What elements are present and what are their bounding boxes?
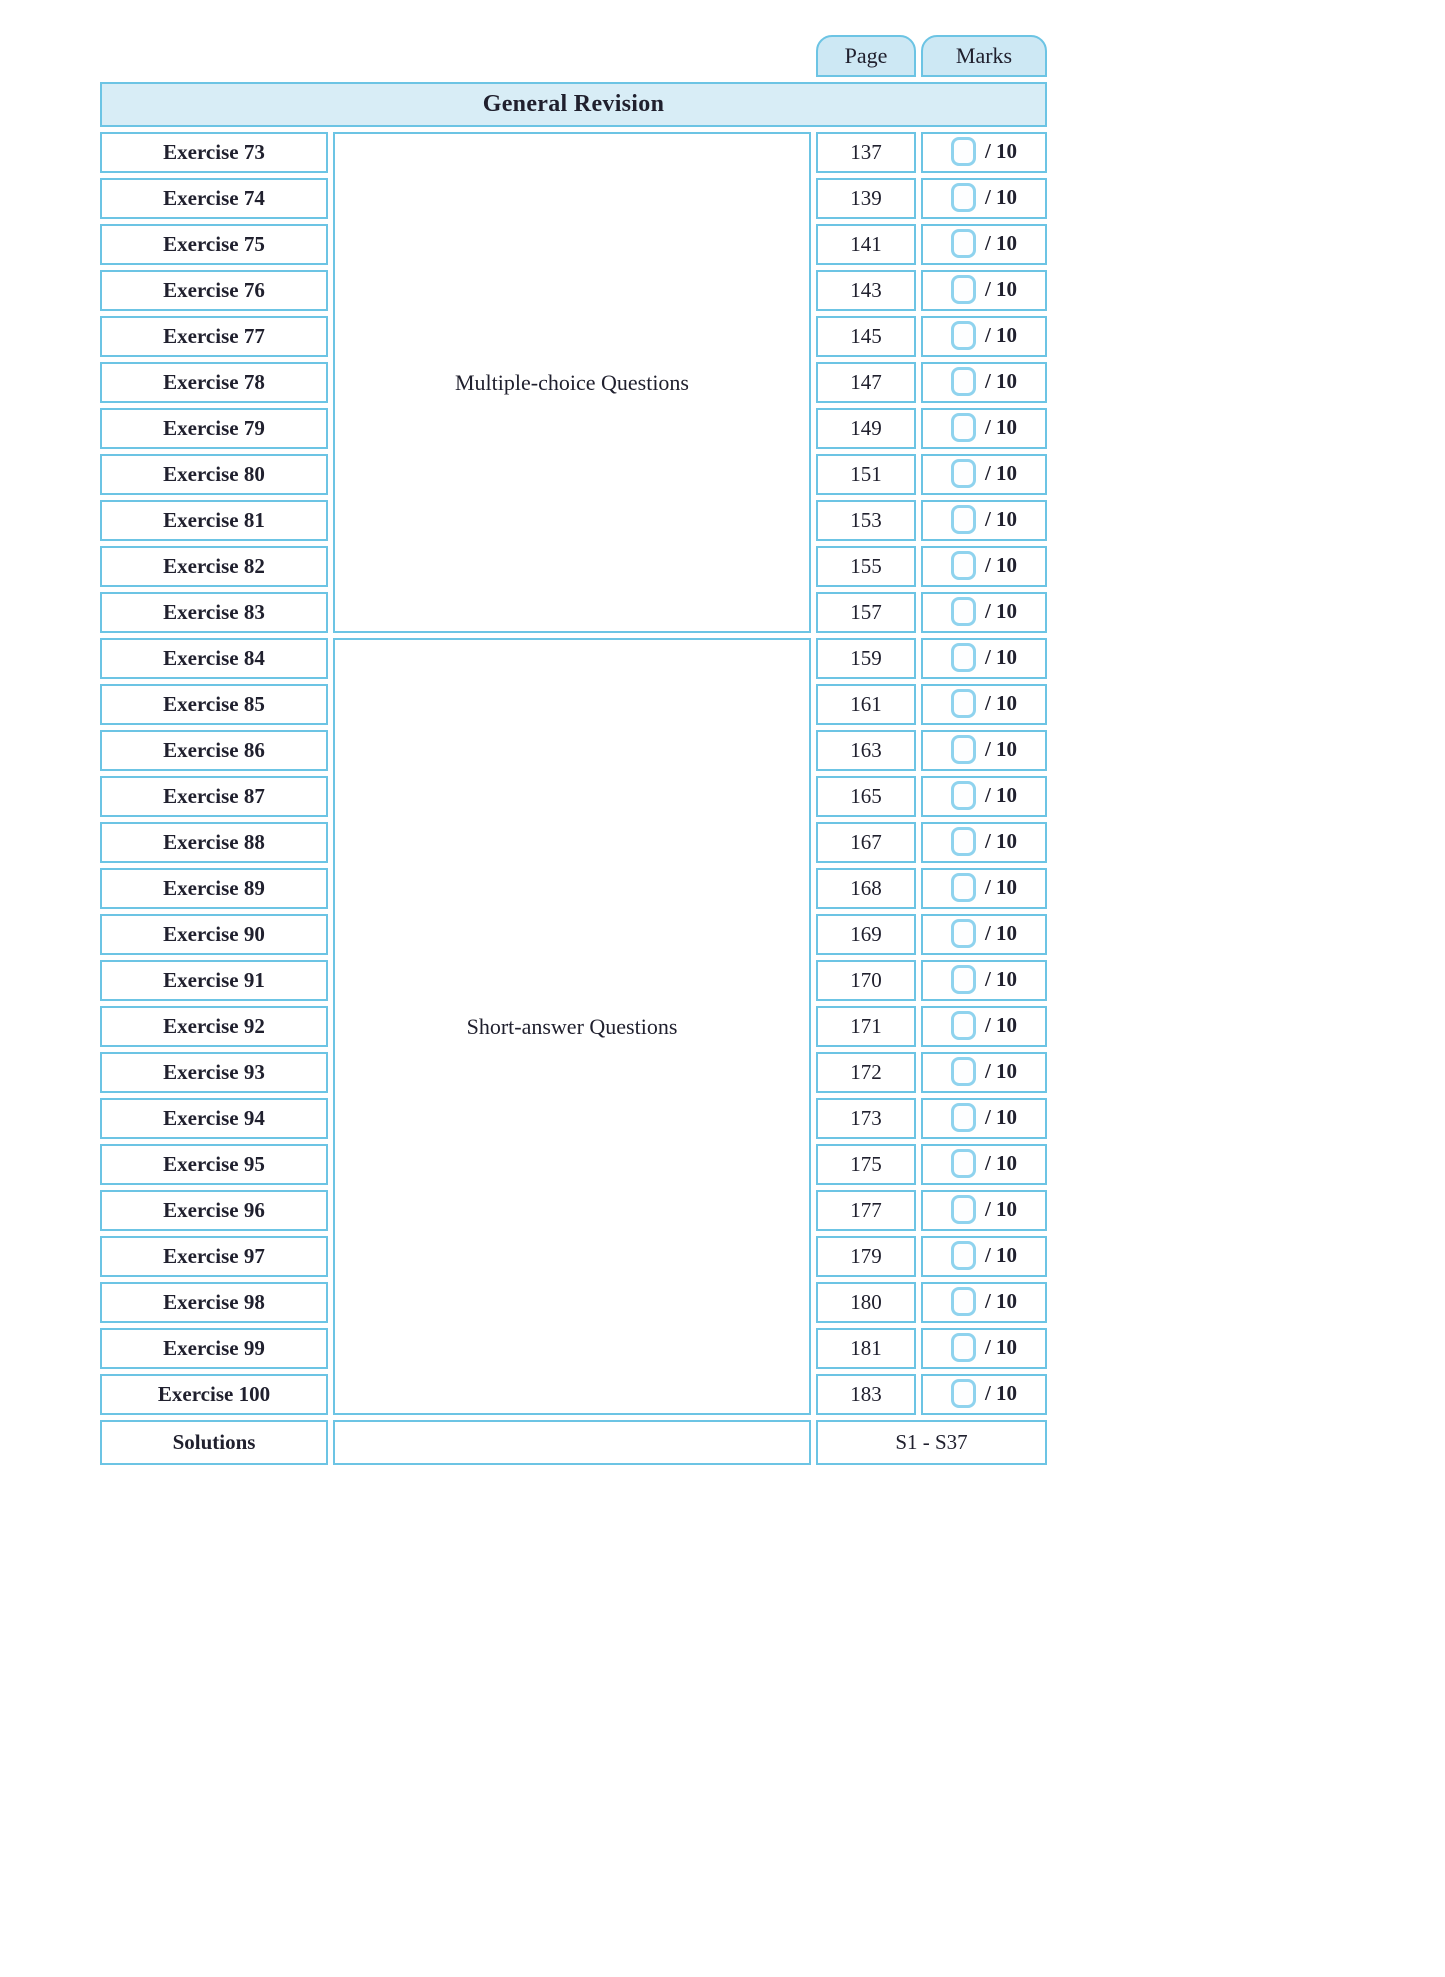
- marks-entry-box: [951, 505, 976, 534]
- marks-cell: [921, 1236, 1047, 1277]
- exercise-label: Exercise 85: [100, 684, 328, 725]
- marks-denominator: / 10: [984, 139, 1018, 164]
- section-title: Multiple-choice Questions: [333, 132, 811, 633]
- marks-cell: [921, 684, 1047, 725]
- page-number: 168: [816, 868, 916, 909]
- marks-denominator: / 10: [984, 1151, 1018, 1176]
- marks-denominator: / 10: [984, 1289, 1018, 1314]
- page-number: 143: [816, 270, 916, 311]
- marks-cell: [921, 822, 1047, 863]
- page-number: 179: [816, 1236, 916, 1277]
- marks-entry-box: [951, 1011, 976, 1040]
- exercise-label: Exercise 95: [100, 1144, 328, 1185]
- marks-entry-box: [951, 183, 976, 212]
- marks-cell: [921, 1282, 1047, 1323]
- marks-entry-box: [951, 1195, 976, 1224]
- marks-denominator: / 10: [984, 599, 1018, 624]
- marks-cell: [921, 914, 1047, 955]
- exercise-label: Exercise 82: [100, 546, 328, 587]
- marks-denominator: / 10: [984, 507, 1018, 532]
- page-number: 157: [816, 592, 916, 633]
- exercise-label: Exercise 87: [100, 776, 328, 817]
- marks-entry-box: [951, 1241, 976, 1270]
- solutions-label: Solutions: [100, 1420, 328, 1465]
- exercise-label: Exercise 76: [100, 270, 328, 311]
- marks-entry-box: [951, 321, 976, 350]
- marks-denominator: / 10: [984, 415, 1018, 440]
- section-title: Short-answer Questions: [333, 638, 811, 1415]
- exercise-label: Exercise 74: [100, 178, 328, 219]
- marks-denominator: / 10: [984, 1105, 1018, 1130]
- page-number: 149: [816, 408, 916, 449]
- marks-cell: [921, 960, 1047, 1001]
- exercise-row: [100, 638, 1047, 679]
- marks-denominator: / 10: [984, 645, 1018, 670]
- marks-entry-box: [951, 735, 976, 764]
- marks-cell: [921, 132, 1047, 173]
- exercise-label: Exercise 98: [100, 1282, 328, 1323]
- marks-denominator: / 10: [984, 369, 1018, 394]
- exercise-label: Exercise 81: [100, 500, 328, 541]
- marks-denominator: / 10: [984, 921, 1018, 946]
- page-number: 137: [816, 132, 916, 173]
- marks-cell: [921, 270, 1047, 311]
- marks-denominator: / 10: [984, 553, 1018, 578]
- page-number: 153: [816, 500, 916, 541]
- exercise-label: Exercise 91: [100, 960, 328, 1001]
- marks-entry-box: [951, 1103, 976, 1132]
- marks-cell: [921, 362, 1047, 403]
- page-number: 173: [816, 1098, 916, 1139]
- marks-denominator: / 10: [984, 1381, 1018, 1406]
- exercise-label: Exercise 100: [100, 1374, 328, 1415]
- exercise-label: Exercise 75: [100, 224, 328, 265]
- marks-cell: [921, 638, 1047, 679]
- marks-cell: [921, 178, 1047, 219]
- marks-entry-box: [951, 459, 976, 488]
- marks-entry-box: [951, 781, 976, 810]
- page-number: 171: [816, 1006, 916, 1047]
- marks-cell: [921, 546, 1047, 587]
- marks-denominator: / 10: [984, 737, 1018, 762]
- page-number: 139: [816, 178, 916, 219]
- marks-entry-box: [951, 1379, 976, 1408]
- page-number: 172: [816, 1052, 916, 1093]
- section-header-row: [100, 82, 1047, 127]
- marks-denominator: / 10: [984, 1335, 1018, 1360]
- marks-entry-box: [951, 873, 976, 902]
- page-number: 145: [816, 316, 916, 357]
- page-number: 141: [816, 224, 916, 265]
- page-number: 177: [816, 1190, 916, 1231]
- marks-denominator: / 10: [984, 461, 1018, 486]
- marks-cell: [921, 868, 1047, 909]
- page-number: 175: [816, 1144, 916, 1185]
- marks-cell: [921, 224, 1047, 265]
- marks-entry-box: [951, 1057, 976, 1086]
- marks-cell: [921, 316, 1047, 357]
- marks-cell: [921, 1144, 1047, 1185]
- marks-cell: [921, 1098, 1047, 1139]
- solutions-empty-cell: [333, 1420, 811, 1465]
- marks-entry-box: [951, 1333, 976, 1362]
- marks-denominator: / 10: [984, 323, 1018, 348]
- contents-table-body: [100, 132, 1047, 1465]
- marks-cell: [921, 592, 1047, 633]
- marks-entry-box: [951, 597, 976, 626]
- marks-entry-box: [951, 275, 976, 304]
- marks-denominator: / 10: [984, 1059, 1018, 1084]
- page-number: 155: [816, 546, 916, 587]
- marks-denominator: / 10: [984, 277, 1018, 302]
- page-number: 165: [816, 776, 916, 817]
- page-number: 163: [816, 730, 916, 771]
- marks-entry-box: [951, 965, 976, 994]
- marks-entry-box: [951, 413, 976, 442]
- marks-denominator: / 10: [984, 1013, 1018, 1038]
- marks-denominator: / 10: [984, 691, 1018, 716]
- exercise-label: Exercise 92: [100, 1006, 328, 1047]
- exercise-label: Exercise 93: [100, 1052, 328, 1093]
- page-title: General Revision: [100, 82, 1047, 127]
- exercise-label: Exercise 84: [100, 638, 328, 679]
- marks-entry-box: [951, 689, 976, 718]
- column-tabs-row: [100, 35, 1047, 77]
- exercise-label: Exercise 83: [100, 592, 328, 633]
- marks-cell: [921, 500, 1047, 541]
- tabs-spacer: [100, 35, 811, 77]
- marks-entry-box: [951, 1149, 976, 1178]
- page-number: 147: [816, 362, 916, 403]
- marks-entry-box: [951, 551, 976, 580]
- exercise-label: Exercise 78: [100, 362, 328, 403]
- marks-cell: [921, 1052, 1047, 1093]
- marks-cell: [921, 1006, 1047, 1047]
- exercise-label: Exercise 89: [100, 868, 328, 909]
- exercise-label: Exercise 90: [100, 914, 328, 955]
- exercise-label: Exercise 77: [100, 316, 328, 357]
- marks-denominator: / 10: [984, 1243, 1018, 1268]
- page-number: 167: [816, 822, 916, 863]
- marks-cell: [921, 776, 1047, 817]
- exercise-label: Exercise 99: [100, 1328, 328, 1369]
- exercise-label: Exercise 97: [100, 1236, 328, 1277]
- marks-entry-box: [951, 1287, 976, 1316]
- exercise-label: Exercise 96: [100, 1190, 328, 1231]
- marks-cell: [921, 1190, 1047, 1231]
- marks-entry-box: [951, 137, 976, 166]
- marks-denominator: / 10: [984, 967, 1018, 992]
- marks-entry-box: [951, 229, 976, 258]
- marks-entry-box: [951, 919, 976, 948]
- page-number: 181: [816, 1328, 916, 1369]
- marks-cell: [921, 408, 1047, 449]
- page-number: 161: [816, 684, 916, 725]
- page-column-tab: Page: [816, 35, 916, 77]
- marks-denominator: / 10: [984, 829, 1018, 854]
- marks-cell: [921, 454, 1047, 495]
- page-number: 159: [816, 638, 916, 679]
- marks-cell: [921, 730, 1047, 771]
- marks-denominator: / 10: [984, 875, 1018, 900]
- solutions-page-range: S1 - S37: [816, 1420, 1047, 1465]
- marks-denominator: / 10: [984, 1197, 1018, 1222]
- exercise-label: Exercise 73: [100, 132, 328, 173]
- marks-cell: [921, 1374, 1047, 1415]
- marks-denominator: / 10: [984, 783, 1018, 808]
- page-number: 151: [816, 454, 916, 495]
- marks-entry-box: [951, 827, 976, 856]
- page-number: 183: [816, 1374, 916, 1415]
- exercise-label: Exercise 79: [100, 408, 328, 449]
- marks-entry-box: [951, 643, 976, 672]
- marks-denominator: / 10: [984, 185, 1018, 210]
- exercise-label: Exercise 86: [100, 730, 328, 771]
- exercise-label: Exercise 88: [100, 822, 328, 863]
- exercise-row: [100, 132, 1047, 173]
- marks-column-tab: Marks: [921, 35, 1047, 77]
- page-number: 180: [816, 1282, 916, 1323]
- marks-entry-box: [951, 367, 976, 396]
- solutions-row: [100, 1420, 1047, 1465]
- page-number: 169: [816, 914, 916, 955]
- page-number: 170: [816, 960, 916, 1001]
- contents-table: [95, 30, 1052, 1470]
- marks-denominator: / 10: [984, 231, 1018, 256]
- exercise-label: Exercise 94: [100, 1098, 328, 1139]
- exercise-label: Exercise 80: [100, 454, 328, 495]
- marks-cell: [921, 1328, 1047, 1369]
